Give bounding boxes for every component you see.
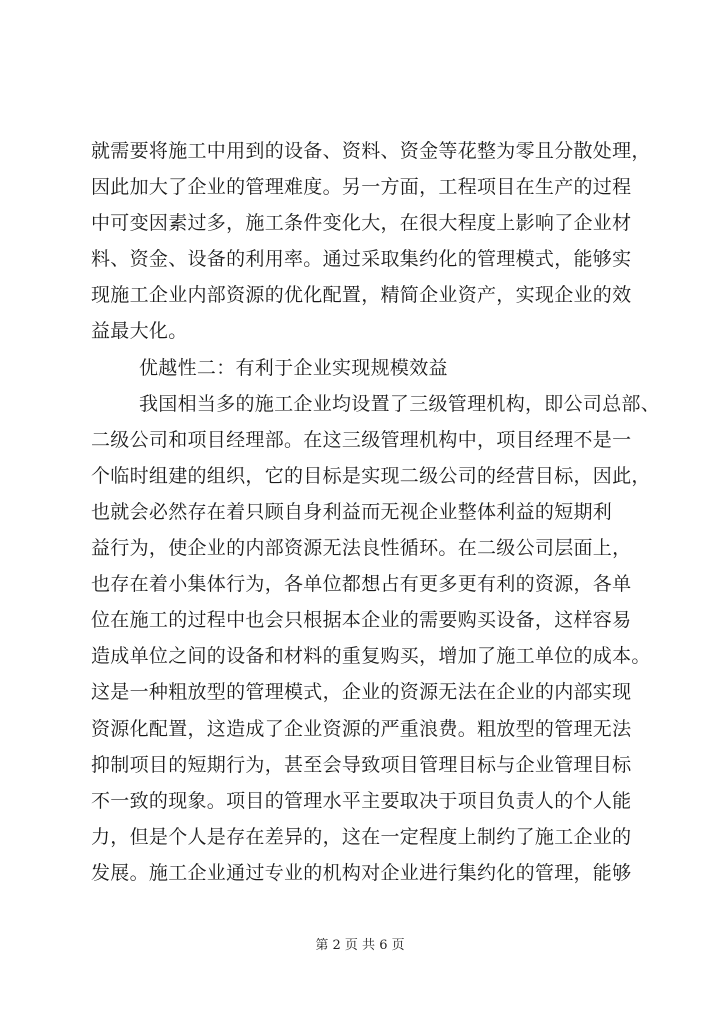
text-line: 二级公司和项目经理部。在这三级管理机构中，项目经理不是一 bbox=[91, 428, 632, 451]
text-line: 不一致的现象。项目的管理水平主要取决于项目负责人的个人能 bbox=[91, 789, 632, 812]
text-line: 抑制项目的短期行为，甚至会导致项目管理目标与企业管理目标 bbox=[91, 753, 632, 776]
page-number: 第 2 页 共 6 页 bbox=[315, 938, 405, 953]
text-line: 也存在着小集体行为，各单位都想占有更多更有利的资源，各单 bbox=[91, 573, 632, 596]
text-line: 现施工企业内部资源的优化配置，精简企业资产，实现企业的效 bbox=[91, 284, 632, 307]
text-line: 益行为，使企业的内部资源无法良性循环。在二级公司层面上， bbox=[91, 537, 632, 560]
text-line: 资源化配置，这造成了企业资源的严重浪费。粗放型的管理无法 bbox=[91, 717, 632, 740]
text-line: 发展。施工企业通过专业的机构对企业进行集约化的管理，能够 bbox=[91, 861, 632, 884]
body-text bbox=[91, 133, 661, 891]
text-line: 力，但是个人是存在差异的，这在一定程度上制约了施工企业的 bbox=[91, 825, 632, 848]
text-line: 位在施工的过程中也会只根据本企业的需要购买设备，这样容易 bbox=[91, 609, 632, 632]
text-line: 因此加大了企业的管理难度。另一方面，工程项目在生产的过程 bbox=[91, 176, 632, 199]
text-line: 中可变因素过多，施工条件变化大，在很大程度上影响了企业材 bbox=[91, 212, 632, 235]
text-line: 这是一种粗放型的管理模式，企业的资源无法在企业的内部实现 bbox=[91, 681, 632, 704]
text-line: 我国相当多的施工企业均设置了三级管理机构，即公司总部、 bbox=[139, 392, 661, 415]
text-line: 益最大化。 bbox=[91, 320, 188, 343]
page-footer bbox=[0, 936, 720, 956]
text-line: 个临时组建的组织，它的目标是实现二级公司的经营目标，因此， bbox=[91, 464, 651, 487]
text-line: 也就会必然存在着只顾自身利益而无视企业整体利益的短期利 bbox=[91, 500, 613, 523]
text-line: 造成单位之间的设备和材料的重复购买，增加了施工单位的成本。 bbox=[91, 645, 651, 668]
text-line: 料、资金、设备的利用率。通过采取集约化的管理模式，能够实 bbox=[91, 248, 632, 271]
section-heading: 优越性二：有利于企业实现规模效益 bbox=[139, 356, 448, 379]
text-line: 就需要将施工中用到的设备、资料、资金等花整为零且分散处理， bbox=[91, 140, 651, 162]
